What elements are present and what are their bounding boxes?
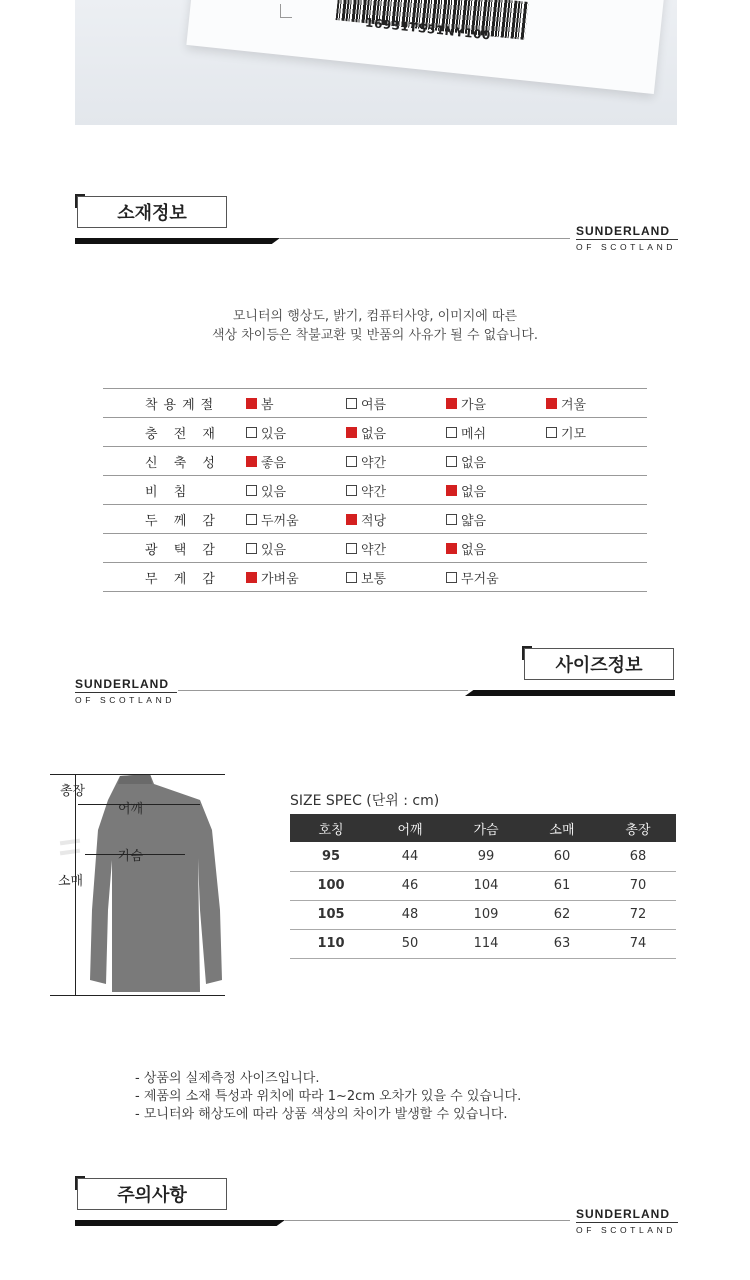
- unchecked-box-icon: [446, 427, 457, 438]
- size-note: - 상품의 실제측정 사이즈입니다.: [135, 1071, 320, 1086]
- spec-cell: 46: [372, 871, 448, 900]
- header-bar: [465, 690, 675, 696]
- spec-cell: 74: [600, 929, 676, 958]
- checked-box-icon: [246, 572, 257, 583]
- notice-line: 모니터의 행상도, 밝기, 컴퓨터사양, 이미지에 따른: [232, 309, 518, 324]
- section-title-material: 소재정보: [77, 196, 227, 228]
- checked-box-icon: [546, 398, 557, 409]
- brand-logo: SUNDERLAND OF SCOTLAND: [576, 224, 677, 252]
- spec-cell: 70: [600, 871, 676, 900]
- material-row-label: 무 게 감: [145, 571, 221, 587]
- material-option-label: 없음: [461, 455, 487, 471]
- material-option: [346, 481, 446, 500]
- brand-logo: SUNDERLAND OF SCOTLAND: [75, 677, 176, 705]
- chest-label: 가슴: [118, 849, 144, 864]
- material-option: [246, 481, 346, 500]
- spec-row: [290, 929, 676, 958]
- material-option: [246, 510, 346, 529]
- material-option: [446, 539, 546, 558]
- unchecked-box-icon: [546, 427, 557, 438]
- size-notes: [135, 1070, 521, 1124]
- spec-header-row: [290, 814, 676, 842]
- checked-box-icon: [446, 543, 457, 554]
- material-option-label: 없음: [361, 426, 387, 442]
- material-option: [446, 452, 546, 471]
- material-option-label: 두꺼움: [261, 513, 299, 529]
- length-label: 총장: [60, 784, 86, 799]
- material-option: [446, 394, 546, 413]
- checked-box-icon: [346, 514, 357, 525]
- spec-cell: 104: [448, 871, 524, 900]
- spec-cell: 48: [372, 900, 448, 929]
- spec-cell: 114: [448, 929, 524, 958]
- spec-cell: 109: [448, 900, 524, 929]
- size-note: - 제품의 소재 특성과 위치에 따라 1~2cm 오차가 있을 수 있습니다.: [135, 1089, 522, 1104]
- unchecked-box-icon: [246, 427, 257, 438]
- material-option-label: 겨울: [561, 397, 587, 413]
- unchecked-box-icon: [346, 543, 357, 554]
- color-notice: [0, 307, 750, 345]
- material-option-label: 있음: [261, 484, 287, 500]
- shoulder-label: 어깨: [118, 802, 144, 817]
- checked-box-icon: [246, 456, 257, 467]
- unchecked-box-icon: [246, 514, 257, 525]
- unchecked-box-icon: [446, 572, 457, 583]
- material-option: [246, 423, 346, 442]
- material-option: [446, 510, 546, 529]
- unchecked-box-icon: [346, 485, 357, 496]
- material-option-label: 있음: [261, 426, 287, 442]
- material-row-label: 충 전 재: [145, 426, 221, 442]
- material-option-label: 약간: [361, 484, 387, 500]
- material-option: [246, 539, 346, 558]
- unchecked-box-icon: [446, 456, 457, 467]
- material-option: [546, 423, 646, 442]
- material-option: [346, 539, 446, 558]
- spec-cell: 62: [524, 900, 600, 929]
- material-row: [103, 534, 647, 563]
- spec-cell: 50: [372, 929, 448, 958]
- section-title-caution: 주의사항: [77, 1178, 227, 1210]
- material-table: [103, 388, 647, 592]
- unchecked-box-icon: [246, 543, 257, 554]
- material-row-label: 착용계절: [145, 397, 220, 413]
- material-row: [103, 476, 647, 505]
- header-bar: [75, 238, 280, 244]
- material-row: [103, 447, 647, 476]
- material-option: [246, 452, 346, 471]
- material-option-label: 좋음: [261, 455, 287, 471]
- material-option-label: 가을: [461, 397, 487, 413]
- tag-corner-mark: [280, 4, 292, 18]
- material-option-label: 기모: [561, 426, 587, 442]
- spec-row: [290, 900, 676, 929]
- material-option: [446, 481, 546, 500]
- header-divider: [178, 690, 468, 691]
- unchecked-box-icon: [246, 485, 257, 496]
- spec-column-header: 가슴: [448, 814, 524, 842]
- material-option-label: 봄: [261, 397, 274, 413]
- material-option-label: 없음: [461, 542, 487, 558]
- size-diagram: [50, 770, 230, 1000]
- length-bottom-line: [50, 995, 225, 996]
- material-option: [346, 452, 446, 471]
- material-option: [246, 568, 346, 587]
- unchecked-box-icon: [446, 514, 457, 525]
- material-row-label: 신 축 성: [145, 455, 221, 471]
- header-divider: [280, 238, 570, 239]
- spec-column-header: 호칭: [290, 814, 372, 842]
- product-tag-photo: [75, 0, 677, 125]
- spec-cell: 95: [290, 842, 372, 871]
- material-option-label: 적당: [361, 513, 387, 529]
- material-row: [103, 389, 647, 418]
- spec-cell: 99: [448, 842, 524, 871]
- material-option-label: 가벼움: [261, 571, 299, 587]
- sleeve-label: 소매: [58, 874, 84, 889]
- checked-box-icon: [446, 485, 457, 496]
- checked-box-icon: [246, 398, 257, 409]
- unchecked-box-icon: [346, 572, 357, 583]
- material-row-label: 광 택 감: [145, 542, 221, 558]
- header-bar: [75, 1220, 285, 1226]
- material-option-label: 여름: [361, 397, 387, 413]
- material-option-label: 무거움: [461, 571, 499, 587]
- material-row: [103, 505, 647, 534]
- material-option: [346, 394, 446, 413]
- spec-column-header: 어깨: [372, 814, 448, 842]
- material-option-label: 얇음: [461, 513, 487, 529]
- spec-row: [290, 842, 676, 871]
- material-option: [346, 568, 446, 587]
- barcode-number: 16931TS51NY100: [364, 15, 492, 43]
- spec-cell: 61: [524, 871, 600, 900]
- material-row-label: 두 께 감: [145, 513, 221, 529]
- spec-column-header: 총장: [600, 814, 676, 842]
- material-row: [103, 563, 647, 592]
- notice-line: 색상 차이등은 착불교환 및 반품의 사유가 될 수 없습니다.: [211, 328, 539, 343]
- size-note: - 모니터와 해상도에 따라 상품 색상의 차이가 발생할 수 있습니다.: [135, 1107, 508, 1122]
- header-divider: [285, 1220, 570, 1221]
- spec-cell: 68: [600, 842, 676, 871]
- material-option: [346, 510, 446, 529]
- length-top-line: [50, 774, 225, 775]
- checked-box-icon: [346, 427, 357, 438]
- material-option: [446, 423, 546, 442]
- spec-cell: 63: [524, 929, 600, 958]
- spec-cell: 110: [290, 929, 372, 958]
- spec-cell: 100: [290, 871, 372, 900]
- material-row: [103, 418, 647, 447]
- material-row-label: 비 침: [145, 484, 193, 500]
- unchecked-box-icon: [346, 456, 357, 467]
- material-option-label: 보통: [361, 571, 387, 587]
- spec-cell: 60: [524, 842, 600, 871]
- spec-cell: 44: [372, 842, 448, 871]
- spec-cell: 105: [290, 900, 372, 929]
- material-option-label: 약간: [361, 542, 387, 558]
- spec-cell: 72: [600, 900, 676, 929]
- material-option-label: 있음: [261, 542, 287, 558]
- section-title-size: 사이즈정보: [524, 648, 674, 680]
- size-spec-title: SIZE SPEC (단위 : cm): [290, 793, 440, 809]
- material-option-label: 약간: [361, 455, 387, 471]
- material-option: [546, 394, 646, 413]
- checked-box-icon: [446, 398, 457, 409]
- material-option: [446, 568, 546, 587]
- material-option: [346, 423, 446, 442]
- material-option: [246, 394, 346, 413]
- material-option-label: 메쉬: [461, 426, 487, 442]
- spec-column-header: 소매: [524, 814, 600, 842]
- spec-row: [290, 871, 676, 900]
- unchecked-box-icon: [346, 398, 357, 409]
- size-spec-table: [290, 814, 676, 959]
- brand-logo: SUNDERLAND OF SCOTLAND: [576, 1207, 677, 1235]
- material-option-label: 없음: [461, 484, 487, 500]
